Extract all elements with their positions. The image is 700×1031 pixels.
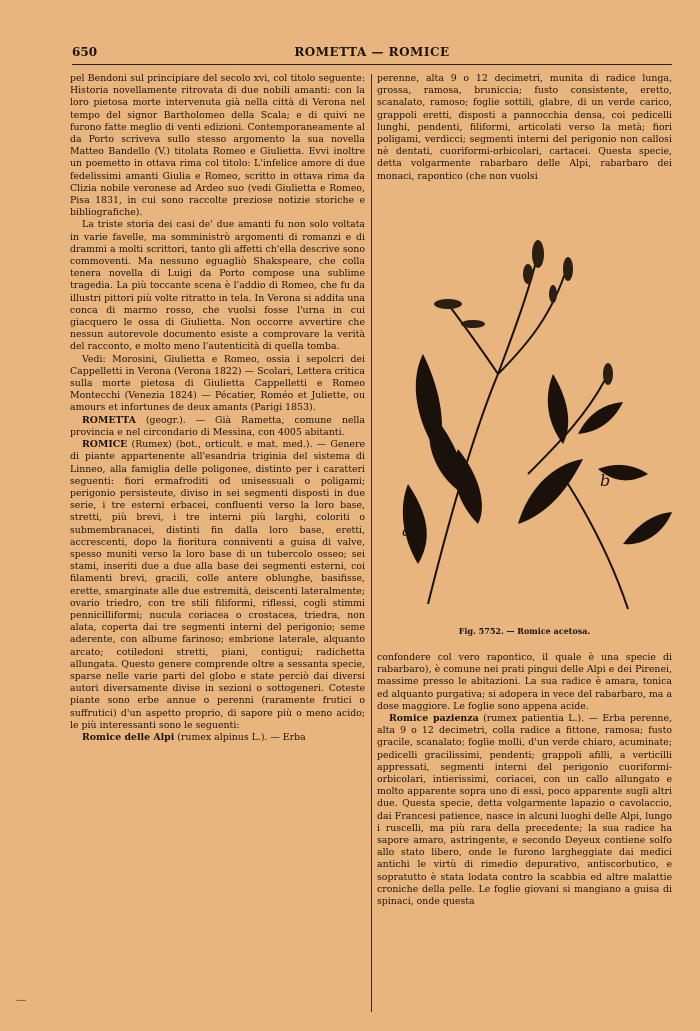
figure-label-b: b (600, 471, 611, 490)
paragraph: pel Bendoni sul principiare del secolo xvi, col titolo seguente: Historia novellamente ritrovata di due nobili amanti: con la loro pietosa morte intervenuta già nella città di Verona nel tempo del signor Bartholomeo della Scala; e di quivi ne furono fatte meglio di venti edizioni. Contemporaneamente al da Porto scriveva sullo stesso argomento la sua novella Matteo Bandello (V.) titolata Romeo e Giulietta. Evvi inoltre un poemetto in ottava rima col titolo: L'infelice amore di due fedelissimi amanti Giulia e Romeo, scritto in ottava rima da Clizia nobile veronese ad Ardeo suo (vedi Giulietta e Romeo, Pisa 1831, in cui sono raccolte preziose notizie storiche e bibliografiche). (70, 73, 365, 219)
figure-caption: Fig. 5752. — Romice acetosa. (458, 626, 591, 636)
entry-head: Romice delle Alpi (82, 731, 175, 743)
margin-mark: — (16, 995, 26, 1006)
entry-romice-pazienza: Romice pazienza (rumex patientia L.). — Erba perenne, alta 9 o 12 decimetri, colla radice a fittone, ramosa; fusto gracile, scanalato; foglie molli, d'un verde chiaro, acuminate; pedicelli gracilissimi, pendenti; grappoli afilli, a verticilli appressati, segmenti interni del perigonio cuoriformi-orbicolari, intierissimi, coriacei, con un callo allungato e molto apparente sopra uno di essi, poco apparente sugli altri due. Questa specie, detta volgarmente lapazio o cavolaccio, dai Francesi patience, nasce in alcuni luoghi delle Alpi, lungo i ruscelli, ma più rara della precedente; la sua radice ha sapore amaro, astringente, e secondo Deyeux contiene solfo allo stato libero, onde le furono largheggiate dai medici antichi le virtù di rimedio depurativo, antiscorbutico, e sopratutto è stata lodata contro la scabbia ed altre malattie croniche della pelle. Le foglie giovani si mangiano a guisa di spinaci, onde questa (377, 713, 672, 908)
entry-head: ROMETTA (82, 414, 136, 426)
right-column-bottom (377, 652, 672, 908)
botanical-illustration (378, 224, 672, 624)
paragraph: La triste storia dei casi de' due amanti fu non solo voltata in varie favelle, ma somministrò argomenti di romanzi e di drammi a molti scrittori, tanto gli affetti ch'ella descrive sono commoventi. Ma nessuno eguagliò Shakspeare, che colla tenera novella di Luigi da Porto compose una sublime tragedia. La più toccante scena è l'addio di Romeo, che fu da illustri pittori più volte ritratto in tela. In Verona si addita una conca di marmo rosso, che vuolsi fosse l'urna in cui giacquero le ossa di Giulietta. Non occorre avvertire che nessun autorevole documento esiste a comprovare la verità del racconto, e molto meno l'autenticità di quella tomba. (70, 219, 365, 353)
right-column-top (377, 73, 672, 183)
paragraph: perenne, alta 9 o 12 decimetri, munita di radice lunga, grossa, ramosa, bruniccia; fusto consistente, eretto, scanalato, ramoso; foglie sottili, glabre, di un verde carico, grappoli eretti, disposti a pannocchia densa, coi pedicelli lunghi, pendenti, filiformi, articolati verso la metà; fiori poligami, verdicci; segmenti interni del perigonio non callosi nè dentati, cuoriformi-orbicolari, cartacei. Questa specie, detta volgarmente rabarbaro delle Alpi, rabarbaro dei monaci, rapontico (che non vuolsi (377, 73, 672, 182)
running-title: ROMETTA — ROMICE (294, 45, 450, 59)
entry-head: Romice pazienza (389, 713, 479, 725)
page-header (72, 45, 672, 61)
entry-head: ROMICE (82, 439, 128, 451)
figure-label-a: a (402, 521, 412, 540)
entry-romice-alpi: Romice delle Alpi (rumex alpinus L.). — Erba (82, 731, 306, 743)
left-column (70, 73, 365, 744)
page-number: 650 (72, 45, 98, 59)
paragraph: Vedi: Morosini, Giulietta e Romeo, ossia i sepolcri dei Cappelletti in Verona (Verona 1822) — Scolari, Lettera critica sulla morte pietosa di Giulietta Cappelletti e Romeo Montecchi (Venezia 1824) — Pécatier, Roméo et Juliette, ou amours et infortunes de deux amants (Parigi 1853). (70, 353, 365, 414)
column-divider (371, 74, 372, 1012)
paragraph: confondere col vero rapontico, il quale è una specie di rabarbaro), è comune nei prati pingui delle Alpi e dei Pirenei, massime presso le abitazioni. La sua radice è amara, tonica ed alquanto purgativa; si adopera in vece del rabarbaro, ma a dose maggiore. Le foglie sono appena acide. (377, 652, 672, 712)
entry-rometta: ROMETTA (geogr.). — Già Rametta, comune nella provincia e nel circondario di Messina, con 4005 abitanti. (70, 414, 365, 438)
header-rule (72, 64, 672, 65)
entry-romice: ROMICE (Rumex) (bot., orticult. e mat. med.). — Genere di piante appartenente all'esandria triginia del sistema di Linneo, alla famiglia delle poligonee, distinto per i caratteri seguenti: fiori ermafroditi od unisessuali o poligami; perigonio persisteute, diviso in sei segmenti disposti in due serie, i tre esterni erbacei, confluenti verso la loro base, stretti, più brevi, i tre interni più larghi, coloriti o submembranacei, distinti fin dalla loro base, eretti, accrescenti, dopo la fioritura conniventi a guisa di valve, spesso muniti verso la loro base di un tubercolo osseo; sei stami, inseriti due a due alla base dei segmenti esterni, coi filamenti brevi, gracili, colle antere oblunghe, basifisse, erette, smarginate alle due estremità, deiscenti lateralmente; ovario triedro, con tre stili filiformi, riflessi, cogli stimmi pennicilliformi; nucula coriacea o crostacea, triedra, non alata, coperta dai tre segmenti interni del perigonio; seme aderente, con albume farinoso; embrione laterale, alquanto arcato; cotiledoni stretti, piani, contigui; radichetta allungata. Questo genere comprende oltre a sessanta specie, sparse nelle varie parti del globo e state perciò dai diversi autori diversamente divise in sezioni o sottogeneri. Coteste piante sono erbe annue o perenni (raramente frutici o suffrutici) d'un aspetto proprio, di sapore più o meno acido; le più interessanti sono le seguenti: (70, 439, 365, 731)
